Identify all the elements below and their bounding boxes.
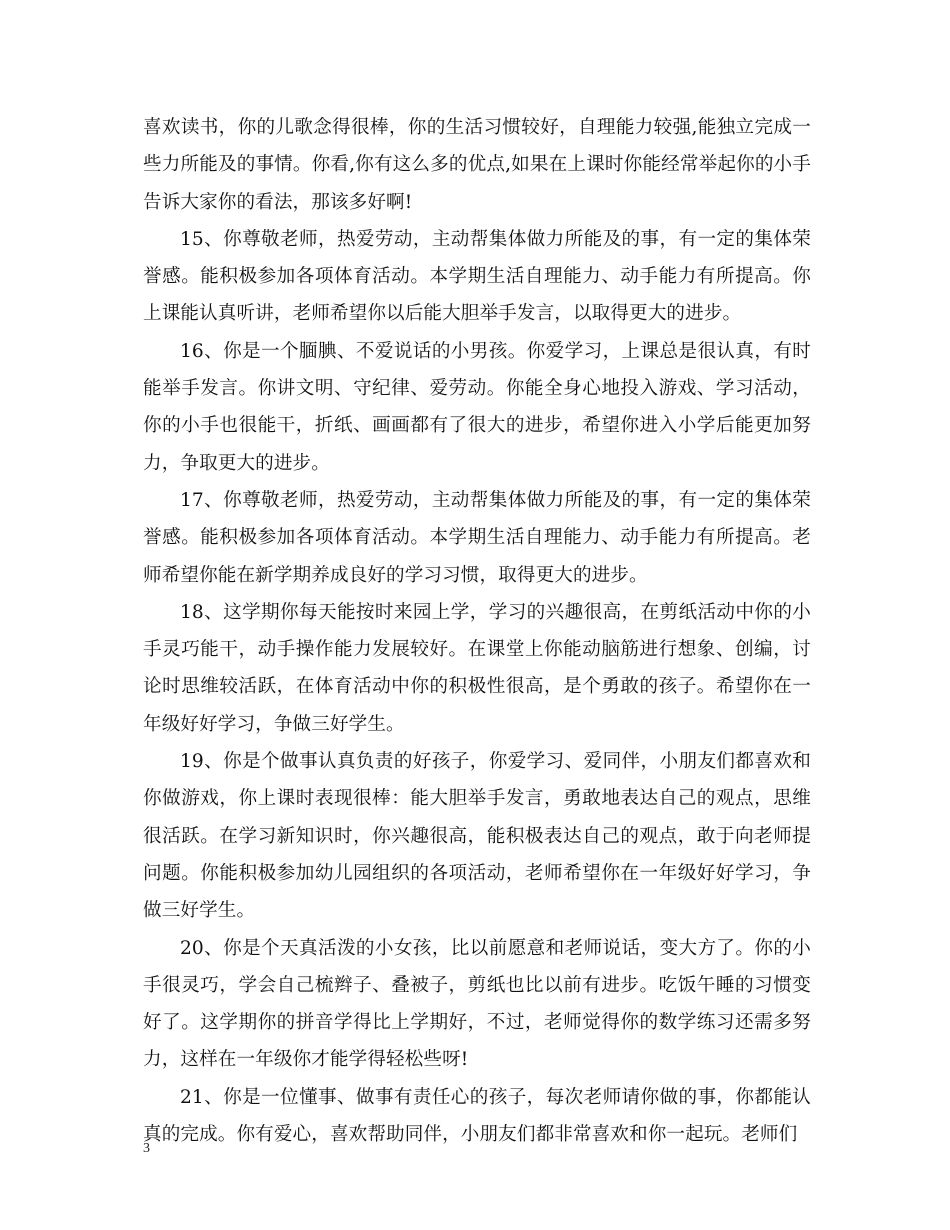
page-number: 3 (143, 1141, 150, 1156)
paragraph-item-20: 20、你是个天真活泼的小女孩，比以前愿意和老师说话，变大方了。你的小手很灵巧，学会自己梳辫子、叠被子，剪纸也比以前有进步。吃饭午睡的习惯变好了。这学期你的拼音学得比上学期好，不过，老师觉得你的数学练习还需多努力，这样在一年级你才能学得轻松些呀! (143, 937, 811, 1071)
paragraph-item-18: 18、这学期你每天能按时来园上学，学习的兴趣很高，在剪纸活动中你的小手灵巧能干，动手操作能力发展较好。在课堂上你能动脑筋进行想象、创编，讨论时思维较活跃，在体育活动中你的积极性很高，是个勇敢的孩子。希望你在一年级好好学习，争做三好学生。 (143, 601, 811, 735)
paragraph-item-21: 21、你是一位懂事、做事有责任心的孩子，每次老师请你做的事，你都能认真的完成。你有爱心，喜欢帮助同伴，小朋友们都非常喜欢和你一起玩。老师们 (143, 1086, 811, 1146)
paragraph-item-19: 19、你是个做事认真负责的好孩子，你爱学习、爱同伴，小朋友们都喜欢和你做游戏，你上课时表现很棒：能大胆举手发言，勇敢地表达自己的观点，思维很活跃。在学习新知识时，你兴趣很高，能积极表达自己的观点，敢于向老师提问题。你能积极参加幼儿园组织的各项活动，老师希望你在一年级好好学习，争做三好学生。 (143, 751, 811, 922)
paragraph-continuation: 喜欢读书，你的儿歌念得很棒，你的生活习惯较好，自理能力较强,能独立完成一些力所能及的事情。你看,你有这么多的优点,如果在上课时你能经常举起你的小手告诉大家你的看法，那该多好啊! (143, 117, 811, 213)
paragraph-item-15: 15、你尊敬老师，热爱劳动，主动帮集体做力所能及的事，有一定的集体荣誉感。能积极参加各项体育活动。本学期生活自理能力、动手能力有所提高。你上课能认真听讲，老师希望你以后能大胆举手发言，以取得更大的进步。 (143, 228, 811, 325)
document-body (143, 109, 811, 1153)
paragraph-item-17: 17、你尊敬老师，热爱劳动，主动帮集体做力所能及的事，有一定的集体荣誉感。能积极参加各项体育活动。本学期生活自理能力、动手能力有所提高。老师希望你能在新学期养成良好的学习习惯，取得更大的进步。 (143, 489, 811, 586)
paragraph-item-16: 16、你是一个腼腆、不爱说话的小男孩。你爱学习，上课总是很认真，有时能举手发言。你讲文明、守纪律、爱劳动。你能全身心地投入游戏、学习活动，你的小手也很能干，折纸、画画都有了很大的进步，希望你进入小学后能更加努力，争取更大的进步。 (143, 340, 811, 474)
